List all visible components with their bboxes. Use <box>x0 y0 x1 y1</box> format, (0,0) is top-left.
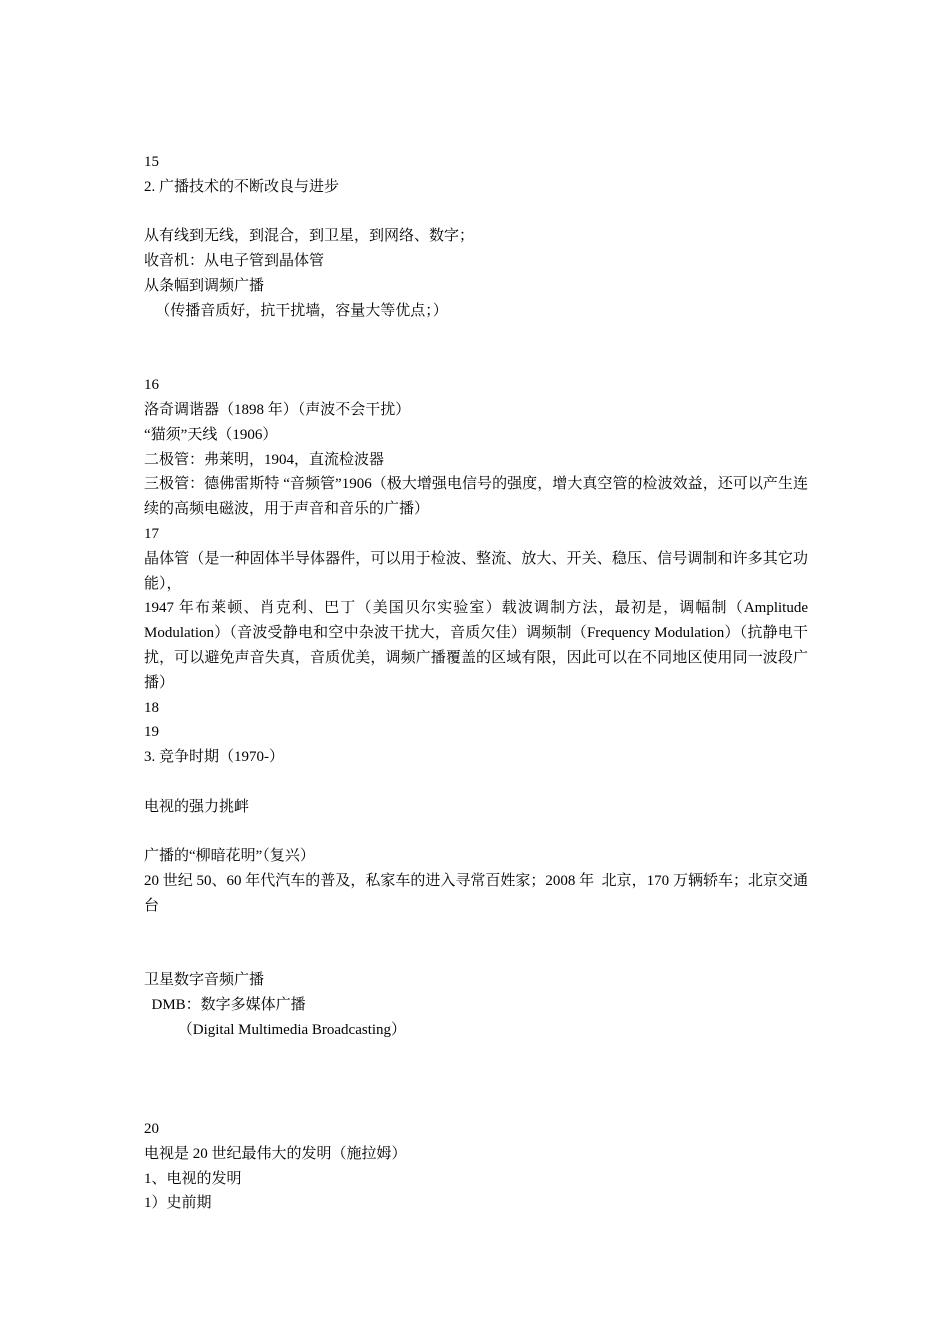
page-number-16: 16 <box>144 377 159 394</box>
text-paragraph: 20 世纪 50、60 年代汽车的普及，私家车的进入寻常百姓家；2008 年 北京，170 万辆轿车；北京交通台 <box>144 873 808 914</box>
text-line: 卫星数字音频广播 <box>144 972 265 989</box>
page-number-19: 19 <box>144 724 159 741</box>
page-number-18: 18 <box>144 699 159 716</box>
page-number-17: 17 <box>144 525 159 542</box>
text-line: 广播的“柳暗花明”（复兴） <box>144 848 315 865</box>
text-line: 1、电视的发明 <box>144 1170 242 1187</box>
page-number-20: 20 <box>144 1121 159 1138</box>
text-line: 从有线到无线，到混合，到卫星，到网络、数字； <box>144 228 475 245</box>
text-line: （传播音质好，抗干扰墙，容量大等优点；） <box>144 302 448 319</box>
blank-line <box>144 200 808 225</box>
blank-line <box>144 324 808 374</box>
blank-line <box>144 820 808 845</box>
text-line: 电视是 20 世纪最伟大的发明（施拉姆） <box>144 1145 407 1162</box>
blank-line <box>144 919 808 969</box>
text-line: DMB：数字多媒体广播 <box>144 997 306 1014</box>
section-heading: 2. 广播技术的不断改良与进步 <box>144 178 340 195</box>
text-line: 二极管：弗莱明，1904，直流检波器 <box>144 451 385 468</box>
section-heading: 3. 竞争时期（1970-） <box>144 749 284 766</box>
text-line: （Digital Multimedia Broadcasting） <box>144 1021 407 1038</box>
text-line: 收音机：从电子管到晶体管 <box>144 253 325 270</box>
text-paragraph: 1947 年布莱顿、肖克利、巴丁（美国贝尔实验室）载波调制方法，最初是，调幅制（Amplitude Modulation）（音波受静电和空中杂波干扰大，音质欠佳）调频制（Frequency Modulation）（抗静电干扰，可以避免声音失真，音质优美，调频广播覆盖的区域有限，因此可以在不同地区使用同一波段广播） <box>144 600 812 691</box>
text-line: 洛奇调谐器（1898 年）（声波不会干扰） <box>144 401 411 418</box>
text-line: “猫须”天线（1906） <box>144 426 278 443</box>
text-line: 从条幅到调频广播 <box>144 277 265 294</box>
text-line: 电视的强力挑衅 <box>144 798 250 815</box>
text-line: 1）史前期 <box>144 1195 212 1212</box>
text-paragraph: 三极管：德佛雷斯特 “音频管”1906（极大增强电信号的强度，增大真空管的检波效益，还可以产生连续的高频电磁波，用于声音和音乐的广播） <box>144 476 808 518</box>
blank-line <box>144 1043 808 1117</box>
text-paragraph: 晶体管（是一种固体半导体器件，可以用于检波、整流、放大、开关、稳压、信号调制和许多其它功能）， <box>144 550 808 592</box>
blank-line <box>144 770 808 795</box>
page-number-15: 15 <box>144 154 159 170</box>
document-body <box>144 150 812 1216</box>
